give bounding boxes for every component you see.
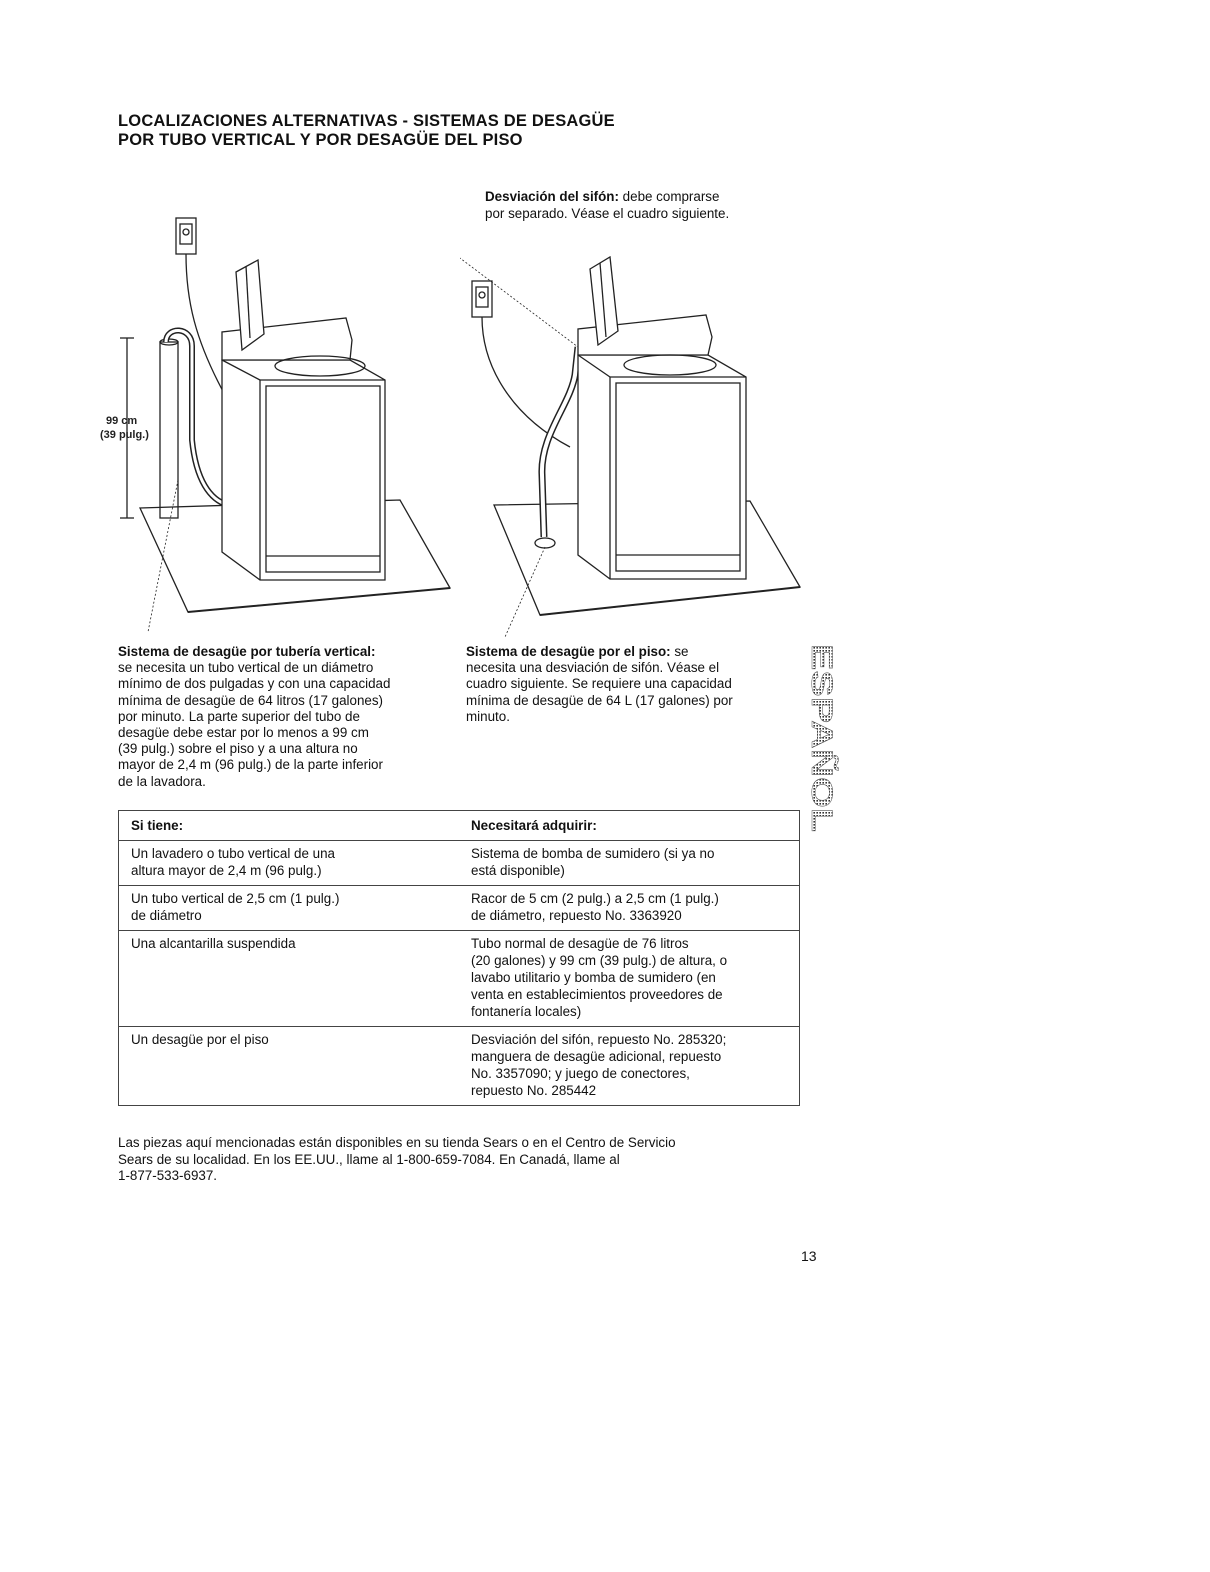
language-side-tab-text: ESPAÑOL xyxy=(805,644,838,787)
table-cell-have xyxy=(119,1027,460,1106)
siphon-break-callout-title: Desviación del sifón: xyxy=(485,189,619,204)
cell-line: de diámetro xyxy=(131,908,202,923)
cell-line: repuesto No. 285442 xyxy=(471,1083,597,1098)
standpipe-caption-line: mayor de 2,4 m (96 pulg.) de la parte inferior xyxy=(118,757,383,773)
standpipe-drain-illustration xyxy=(100,200,460,640)
height-label-cm: 99 cm xyxy=(106,415,138,427)
cell-line: (20 galones) y 99 cm (39 pulg.) de altura, o xyxy=(471,953,728,968)
siphon-break-callout-text-2: por separado. Véase el cuadro siguiente. xyxy=(485,206,730,221)
cell-line: altura mayor de 2,4 m (96 pulg.) xyxy=(131,863,322,878)
floor-drain-caption-text: se xyxy=(670,644,689,659)
cell-line: Una alcantarilla suspendida xyxy=(131,936,296,951)
table-row xyxy=(119,1027,800,1106)
table-header-row xyxy=(119,811,800,841)
standpipe-caption-title: Sistema de desagüe por tubería vertical: xyxy=(118,644,376,659)
siphon-break-callout-text-1: debe comprarse xyxy=(618,189,720,204)
table-cell-have xyxy=(119,931,460,1027)
standpipe-caption-line: desagüe debe estar por lo menos a 99 cm xyxy=(118,725,369,741)
cell-line: Tubo normal de desagüe de 76 litros xyxy=(471,936,689,951)
floor-drain-caption-title: Sistema de desagüe por el piso: xyxy=(466,644,671,659)
standpipe-caption-line: mínima de desagüe de 64 litros (17 galones) xyxy=(118,692,383,708)
cell-line: manguera de desagüe adicional, repuesto xyxy=(471,1049,722,1064)
table-row xyxy=(119,931,800,1027)
cell-line: Desviación del sifón, repuesto No. 285320; xyxy=(471,1032,727,1047)
height-label-in: (39 pulg.) xyxy=(100,429,149,441)
availability-note-line: Las piezas aquí mencionadas están disponibles en su tienda Sears o en el Centro de Servicio xyxy=(118,1135,676,1150)
parts-table xyxy=(118,810,800,1106)
standpipe-caption-line: (39 pulg.) sobre el piso y a una altura no xyxy=(118,741,358,757)
standpipe-caption-line: mínimo de dos pulgadas y con una capacidad xyxy=(118,676,391,692)
cell-line: Un desagüe por el piso xyxy=(131,1032,269,1047)
cell-line: Un tubo vertical de 2,5 cm (1 pulg.) xyxy=(131,891,340,906)
standpipe-caption xyxy=(118,644,448,790)
page-title xyxy=(118,112,615,150)
table-header-have: Si tiene: xyxy=(119,811,460,841)
floor-drain-caption-line: mínima de desagüe de 64 L (17 galones) por xyxy=(466,692,733,708)
floor-drain-illustration xyxy=(460,225,810,645)
table-cell-need xyxy=(459,886,800,931)
table-cell-need xyxy=(459,841,800,886)
availability-note xyxy=(118,1135,808,1185)
floor-drain-caption xyxy=(466,644,796,725)
table-row xyxy=(119,841,800,886)
table-cell-have xyxy=(119,886,460,931)
cell-line: venta en establecimientos proveedores de xyxy=(471,987,723,1002)
siphon-break-callout xyxy=(485,188,729,222)
title-line-1: LOCALIZACIONES ALTERNATIVAS - SISTEMAS DE DESAGÜE xyxy=(118,112,615,130)
language-side-tab xyxy=(800,640,840,840)
standpipe-caption-line: por minuto. La parte superior del tubo de xyxy=(118,708,360,724)
table-cell-have xyxy=(119,841,460,886)
availability-note-line: 1-877-533-6937. xyxy=(118,1168,218,1183)
cell-line: de diámetro, repuesto No. 3363920 xyxy=(471,908,682,923)
cell-line: Un lavadero o tubo vertical de una xyxy=(131,846,335,861)
cell-line: Racor de 5 cm (2 pulg.) a 2,5 cm (1 pulg.) xyxy=(471,891,719,906)
table-row xyxy=(119,886,800,931)
cell-line: está disponible) xyxy=(471,863,565,878)
floor-drain-caption-line: cuadro siguiente. Se requiere una capacidad xyxy=(466,676,732,692)
page-number: 13 xyxy=(801,1248,817,1264)
standpipe-caption-line: de la lavadora. xyxy=(118,773,206,789)
cell-line: fontanería locales) xyxy=(471,1004,582,1019)
standpipe-caption-line: se necesita un tubo vertical de un diámetro xyxy=(118,660,374,676)
floor-drain-caption-line: minuto. xyxy=(466,708,510,724)
cell-line: No. 3357090; y juego de conectores, xyxy=(471,1066,690,1081)
table-cell-need xyxy=(459,931,800,1027)
cell-line: lavabo utilitario y bomba de sumidero (en xyxy=(471,970,716,985)
table-cell-need xyxy=(459,1027,800,1106)
title-line-2: POR TUBO VERTICAL Y POR DESAGÜE DEL PISO xyxy=(118,131,523,149)
floor-drain-caption-line: necesita una desviación de sifón. Véase el xyxy=(466,660,720,676)
availability-note-line: Sears de su localidad. En los EE.UU., llame al 1-800-659-7084. En Canadá, llame al xyxy=(118,1151,620,1167)
cell-line: Sistema de bomba de sumidero (si ya no xyxy=(471,846,715,861)
table-header-need: Necesitará adquirir: xyxy=(459,811,800,841)
